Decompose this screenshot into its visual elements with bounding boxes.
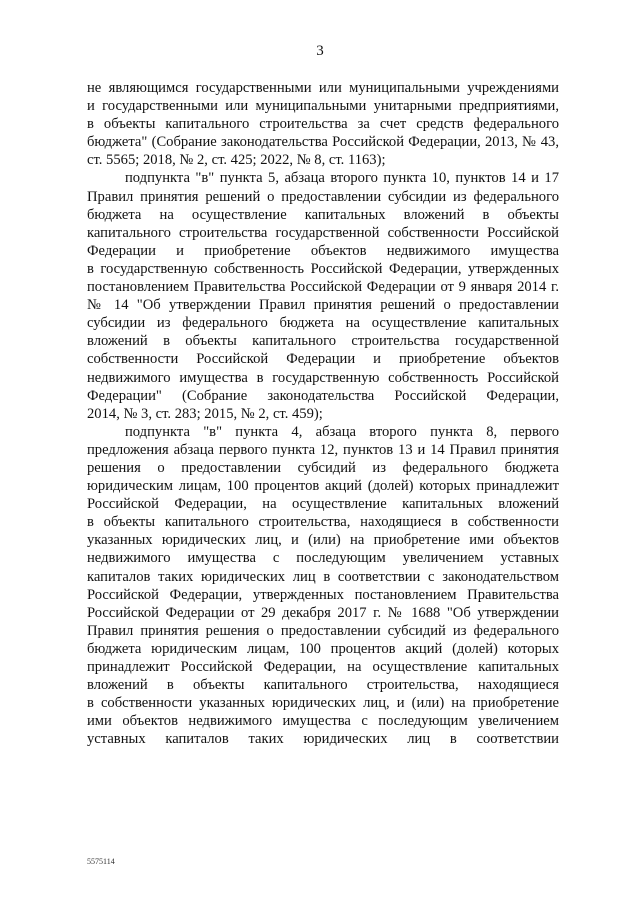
text-line: Правил принятия решения о предоставлении субсидий из федерального [87, 622, 559, 639]
text-line: уставных капиталов таких юридических лиц в соответствии [87, 731, 559, 748]
text-line: постановлением Правительства Российской Федерации от 9 января 2014 г. [87, 279, 559, 296]
text-line: бюджета юридическим лицам, 100 процентов акций (долей) которых [87, 640, 559, 657]
text-line: недвижимого имущества с последующим увеличением уставных [87, 550, 559, 567]
text-line: ими объектов недвижимого имущества с последующим увеличением [87, 713, 559, 730]
text-line: № 14 "Об утверждении Правил принятия решений о предоставлении [87, 297, 559, 314]
text-line: Российской Федерации, утвержденных постановлением Правительства [87, 586, 559, 603]
text-line: 2014, № 3, ст. 283; 2015, № 2, ст. 459); [87, 405, 323, 422]
text-line: подпункта "в" пункта 4, абзаца второго пункта 8, первого [125, 423, 559, 440]
text-line: вложений в объекты капитального строительства государственной [87, 333, 559, 350]
text-line: Федерации и приобретение объектов недвижимого имущества [87, 242, 559, 259]
text-line: собственности Российской Федерации и приобретение объектов [87, 351, 559, 368]
text-line: Российской Федерации от 29 декабря 2017 г. № 1688 "Об утверждении [87, 604, 559, 621]
text-line: в объекты капитального строительства, находящиеся в собственности [87, 514, 559, 531]
text-line: в объекты капитального строительства за счет средств федерального [87, 116, 559, 133]
text-line: и государственными или муниципальными унитарными предприятиями, [87, 98, 559, 115]
text-line: не являющимся государственными или муниципальными учреждениями [87, 80, 559, 96]
document-code: 5575114 [87, 857, 115, 866]
text-line: Федерации" (Собрание законодательства Российской Федерации, [87, 387, 559, 404]
text-line: указанных юридических лиц, и (или) на приобретение ими объектов [87, 532, 559, 549]
text-line: ст. 5565; 2018, № 2, ст. 425; 2022, № 8, ст. 1163); [87, 152, 386, 169]
text-line: вложений в объекты капитального строительства, находящиеся [87, 677, 559, 694]
text-line: субсидии из федерального бюджета на осуществление капитальных [87, 315, 559, 332]
text-line: подпункта "в" пункта 5, абзаца второго пункта 10, пунктов 14 и 17 [125, 170, 559, 187]
text-line: капиталов таких юридических лиц в соответствии с законодательством [87, 568, 559, 585]
text-line: в собственности указанных юридических лиц, и (или) на приобретение [87, 695, 559, 712]
page-number: 3 [316, 43, 324, 59]
text-line: капитального строительства государственной собственности Российской [87, 224, 559, 241]
text-line: недвижимого имущества в государственную собственность Российской [87, 369, 559, 386]
text-line: бюджета на осуществление капитальных вложений в объекты [87, 206, 559, 223]
text-line: Российской Федерации, на осуществление капитальных вложений [87, 496, 559, 513]
text-line: бюджета" (Собрание законодательства Российской Федерации, 2013, № 43, [87, 134, 559, 151]
text-line: решения о предоставлении субсидий из федерального бюджета [87, 459, 559, 476]
text-line: в государственную собственность Российской Федерации, утвержденных [87, 260, 559, 277]
text-line: принадлежит Российской Федерации, на осуществление капитальных [87, 659, 559, 675]
text-line: юридическим лицам, 100 процентов акций (долей) которых принадлежит [87, 478, 559, 495]
document-body [87, 79, 559, 748]
text-line: предложения абзаца первого пункта 12, пунктов 13 и 14 Правил принятия [87, 441, 559, 458]
text-line: Правил принятия решений о предоставлении субсидии из федерального [87, 188, 559, 205]
